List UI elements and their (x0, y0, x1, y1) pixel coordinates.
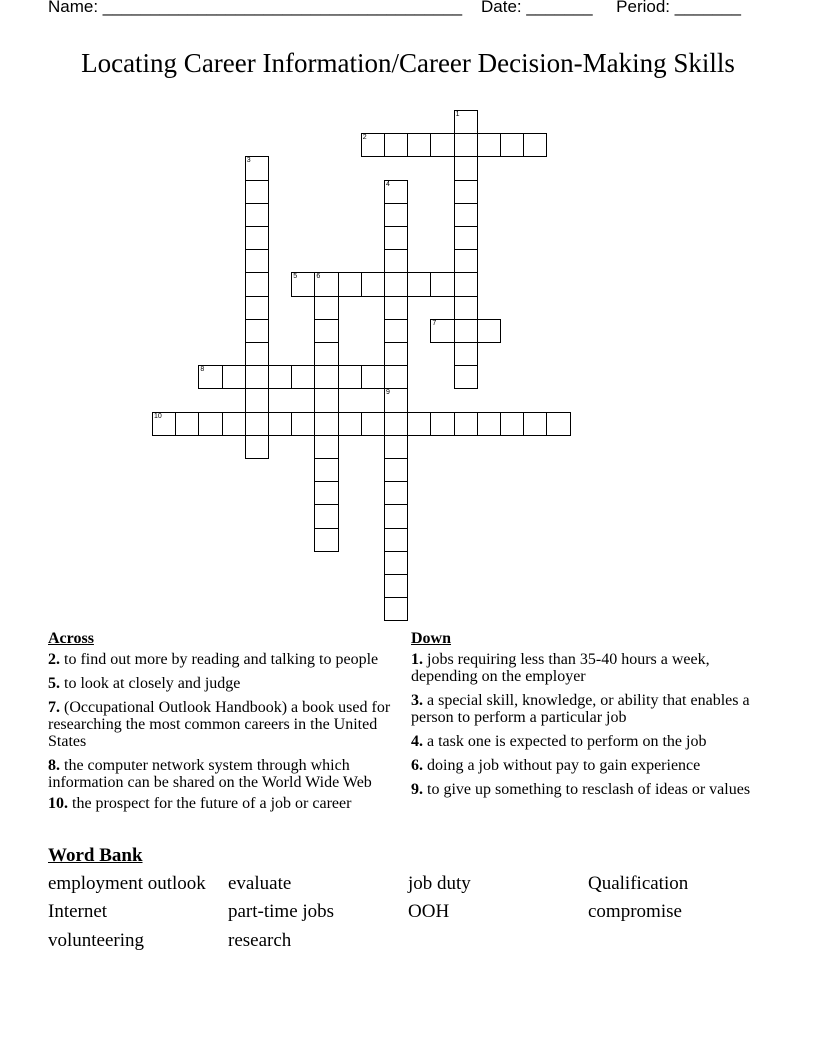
crossword-cell[interactable] (454, 249, 478, 273)
crossword-cell[interactable] (454, 412, 478, 436)
clue-down-6: 6. doing a job without pay to gain experience (411, 757, 701, 774)
crossword-cell[interactable] (407, 412, 431, 436)
crossword-cell[interactable] (454, 296, 478, 320)
crossword-cell[interactable] (245, 249, 269, 273)
crossword-cell[interactable] (384, 272, 408, 296)
crossword-cell[interactable] (430, 272, 454, 296)
clue-down-9: 9. to give up something to resclash of ideas or values (411, 781, 751, 798)
crossword-cell[interactable] (500, 133, 524, 157)
crossword-cell[interactable] (222, 412, 246, 436)
crossword-cell[interactable] (314, 319, 338, 343)
clue-down-3: 3. a special skill, knowledge, or ability that enables a person to perform a particular job (411, 692, 750, 726)
crossword-cell[interactable] (245, 203, 269, 227)
crossword-cell[interactable] (314, 481, 338, 505)
crossword-cell[interactable] (454, 133, 478, 157)
crossword-cell[interactable] (384, 319, 408, 343)
down-clues (411, 630, 751, 805)
crossword-cell[interactable] (454, 156, 478, 180)
crossword-cell[interactable] (314, 458, 338, 482)
clue-across-5: 5. to look at closely and judge (48, 675, 241, 692)
crossword-cell[interactable] (314, 388, 338, 412)
crossword-cell[interactable] (384, 296, 408, 320)
crossword-cell[interactable] (222, 365, 246, 389)
clue-across-2: 2. to find out more by reading and talking to people (48, 651, 379, 668)
clue-down-1: 1. jobs requiring less than 35-40 hours a week, depending on the employer (411, 651, 710, 685)
crossword-cell[interactable] (245, 435, 269, 459)
clue-across-8: 8. the computer network system through which information can be shared on the World Wide Web (48, 757, 372, 791)
crossword-cell[interactable] (245, 388, 269, 412)
crossword-cell[interactable] (314, 365, 338, 389)
clue-across-7: 7. (Occupational Outlook Handbook) a book used for researching the most common careers in the United States (48, 699, 391, 750)
crossword-cell[interactable] (245, 180, 269, 204)
crossword-cell-number-10[interactable] (152, 412, 176, 436)
crossword-cell[interactable] (454, 342, 478, 366)
crossword-cell[interactable] (268, 365, 292, 389)
crossword-cell[interactable] (407, 133, 431, 157)
period-field-label[interactable]: Period: _______ (616, 0, 741, 16)
word-bank-title: Word Bank (48, 845, 143, 866)
crossword-cell[interactable] (384, 504, 408, 528)
page-title: Locating Career Information/Career Decision-Making Skills (81, 48, 735, 78)
crossword-cell[interactable] (430, 412, 454, 436)
crossword-cell[interactable] (268, 412, 292, 436)
crossword-cell[interactable] (384, 481, 408, 505)
word-bank-item: OOH (408, 901, 450, 922)
word-bank-item: research (228, 930, 292, 951)
crossword-cell-number-2[interactable] (361, 133, 385, 157)
crossword-cell[interactable] (477, 133, 501, 157)
word-bank-item: job duty (408, 873, 471, 894)
crossword-cell[interactable] (454, 226, 478, 250)
crossword-cell[interactable] (384, 458, 408, 482)
crossword-cell[interactable] (245, 226, 269, 250)
crossword-cell[interactable] (198, 412, 222, 436)
crossword-cell[interactable] (523, 133, 547, 157)
crossword-cell[interactable] (384, 528, 408, 552)
crossword-cell[interactable] (291, 365, 315, 389)
word-bank-item: Internet (48, 901, 108, 922)
crossword-cell-number-6[interactable] (314, 272, 338, 296)
crossword-cell[interactable] (338, 412, 362, 436)
crossword-cell[interactable] (314, 435, 338, 459)
crossword-cell[interactable] (338, 272, 362, 296)
crossword-cell[interactable] (454, 203, 478, 227)
crossword-cell[interactable] (523, 412, 547, 436)
crossword-cell[interactable] (454, 272, 478, 296)
crossword-cell[interactable] (454, 365, 478, 389)
crossword-cell[interactable] (384, 342, 408, 366)
crossword-cell[interactable] (384, 412, 408, 436)
crossword-cell-number-4[interactable] (384, 180, 408, 204)
crossword-cell[interactable] (384, 226, 408, 250)
word-bank-item: part-time jobs (228, 901, 335, 922)
crossword-cell[interactable] (245, 296, 269, 320)
crossword-cell[interactable] (384, 435, 408, 459)
crossword-cell[interactable] (546, 412, 570, 436)
across-heading: Across (48, 630, 94, 647)
down-heading: Down (411, 630, 452, 647)
crossword-cell-number-1[interactable] (454, 110, 478, 134)
clue-down-4: 4. a task one is expected to perform on the job (411, 733, 707, 750)
crossword-cell[interactable] (314, 504, 338, 528)
crossword-cell[interactable] (384, 597, 408, 621)
crossword-cell[interactable] (477, 319, 501, 343)
word-bank-item: evaluate (228, 873, 292, 894)
crossword-cell[interactable] (454, 319, 478, 343)
name-field-label[interactable]: Name: ______________________________________ (48, 0, 463, 16)
crossword-cell[interactable] (384, 365, 408, 389)
crossword-cell[interactable] (314, 528, 338, 552)
clue-across-10: 10. the prospect for the future of a job or career (48, 795, 352, 812)
crossword-cell-number-8[interactable] (198, 365, 222, 389)
crossword-cell[interactable] (361, 272, 385, 296)
crossword-cell[interactable] (291, 412, 315, 436)
crossword-cell[interactable] (384, 249, 408, 273)
crossword-cell[interactable] (361, 365, 385, 389)
crossword-cell[interactable] (245, 319, 269, 343)
word-bank-item: volunteering (48, 930, 145, 951)
word-bank-item: compromise (588, 901, 682, 922)
word-bank-item: Qualification (588, 873, 689, 894)
crossword-cell[interactable] (314, 296, 338, 320)
crossword-cell[interactable] (245, 365, 269, 389)
crossword-cell[interactable] (314, 412, 338, 436)
crossword-cell[interactable] (430, 133, 454, 157)
word-bank-item: employment outlook (48, 873, 206, 894)
across-clues (48, 630, 398, 819)
date-field-label[interactable]: Date: _______ (480, 0, 593, 16)
crossword-cell[interactable] (407, 272, 431, 296)
crossword-cell[interactable] (245, 272, 269, 296)
crossword-cell[interactable] (454, 180, 478, 204)
crossword-cell-number-3[interactable] (245, 156, 269, 180)
crossword-cell[interactable] (245, 342, 269, 366)
crossword-cell[interactable] (384, 551, 408, 575)
crossword-cell[interactable] (338, 365, 362, 389)
crossword-cell[interactable] (175, 412, 199, 436)
crossword-cell-number-7[interactable] (430, 319, 454, 343)
crossword-cell[interactable] (384, 133, 408, 157)
crossword-cell-number-9[interactable] (384, 388, 408, 412)
crossword-cell[interactable] (477, 412, 501, 436)
crossword-cell[interactable] (314, 342, 338, 366)
crossword-cell[interactable] (500, 412, 524, 436)
crossword-cell-number-5[interactable] (291, 272, 315, 296)
crossword-cell[interactable] (245, 412, 269, 436)
crossword-cell[interactable] (384, 574, 408, 598)
crossword-cell[interactable] (361, 412, 385, 436)
crossword-cell[interactable] (384, 203, 408, 227)
